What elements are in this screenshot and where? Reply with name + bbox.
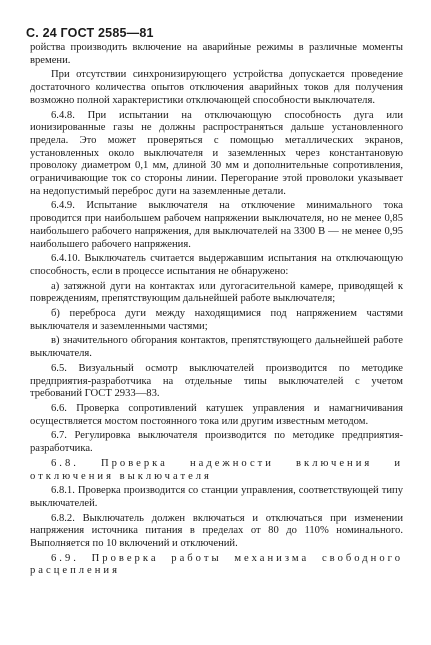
paragraph-6-4-10: 6.4.10. Выключатель считается выдержавшим испытания на отключающую способность, если в процессе испытания не обнаружено: xyxy=(30,253,403,277)
paragraph-sync-device: При отсутствии синхронизирующего устройства допускается проведение достаточного количества опытов отключения аварийных токов для получения возможно полной характеристики отключающей способности выключателя. xyxy=(30,69,403,106)
list-item-v: в) значительного обгорания контактов, препятствующего дальнейшей работе выключателя. xyxy=(30,335,403,360)
list-item-b: б) переброса дуги между находящимися под напряжением частями выключателя и заземленными частями; xyxy=(30,308,403,332)
page-header: С. 24 ГОСТ 2585—81 xyxy=(26,26,154,40)
paragraph-6-5: 6.5. Визуальный осмотр выключателей производится по методике предприятия-разработчика на отдельные типы выключателей с учетом требований ГОСТ 2933—83. xyxy=(30,362,403,400)
section-heading-6-9: 6.9. Проверка работы механизма свободного расцепления xyxy=(30,552,403,577)
paragraph-continuation: ройства производить включение на аварийные режимы в различные моменты времени. xyxy=(30,42,403,66)
paragraph-6-8-1: 6.8.1. Проверка производится со станции управления, соответствующей типу выключателей. xyxy=(30,485,403,509)
paragraph-6-6: 6.6. Проверка сопротивлений катушек управления и намагничивания осуществляется мостом постоянного тока или другим известным методом. xyxy=(30,402,403,427)
paragraph-6-4-9: 6.4.9. Испытание выключателя на отключение минимального тока проводится при наибольшем рабочем напряжении выключателя, но не менее 0,85 наибольшего рабочего напряжения, для выключателей на 3300 В — не менее 0,95 наибольшего рабочего напряжения. xyxy=(30,200,403,250)
paragraph-6-7: 6.7. Регулировка выключателя производится по методике предприятия-разработчика. xyxy=(30,430,403,455)
list-item-a: а) затяжной дуги на контактах или дугогасительной камере, приводящей к повреждениям, препятствующим дальнейшей работе выключателя; xyxy=(30,280,403,305)
paragraph-6-8-2: 6.8.2. Выключатель должен включаться и отключаться при изменении напряжения источника питания в пределах от 80 до 110% номинального. Выполняется по 10 включений и отключений. xyxy=(30,512,403,550)
document-body xyxy=(30,42,403,580)
section-heading-6-8: 6.8. Проверка надежности включения и отключения выключателя xyxy=(30,457,403,482)
paragraph-6-4-8: 6.4.8. При испытании на отключающую способность дуга или ионизированные газы не должны распространяться дальше установленного предела. Это может проверяться с помощью металлических экранов, установленных около выключателя и заземленных через константановую проволоку диаметром 0,1 мм, длиной 30 мм и дополнительные сопротивления, ограничивающие ток со стороны линии. Перегорание этой проволоки указывает на недопустимый переброс дуги на заземленные детали. xyxy=(30,109,403,197)
